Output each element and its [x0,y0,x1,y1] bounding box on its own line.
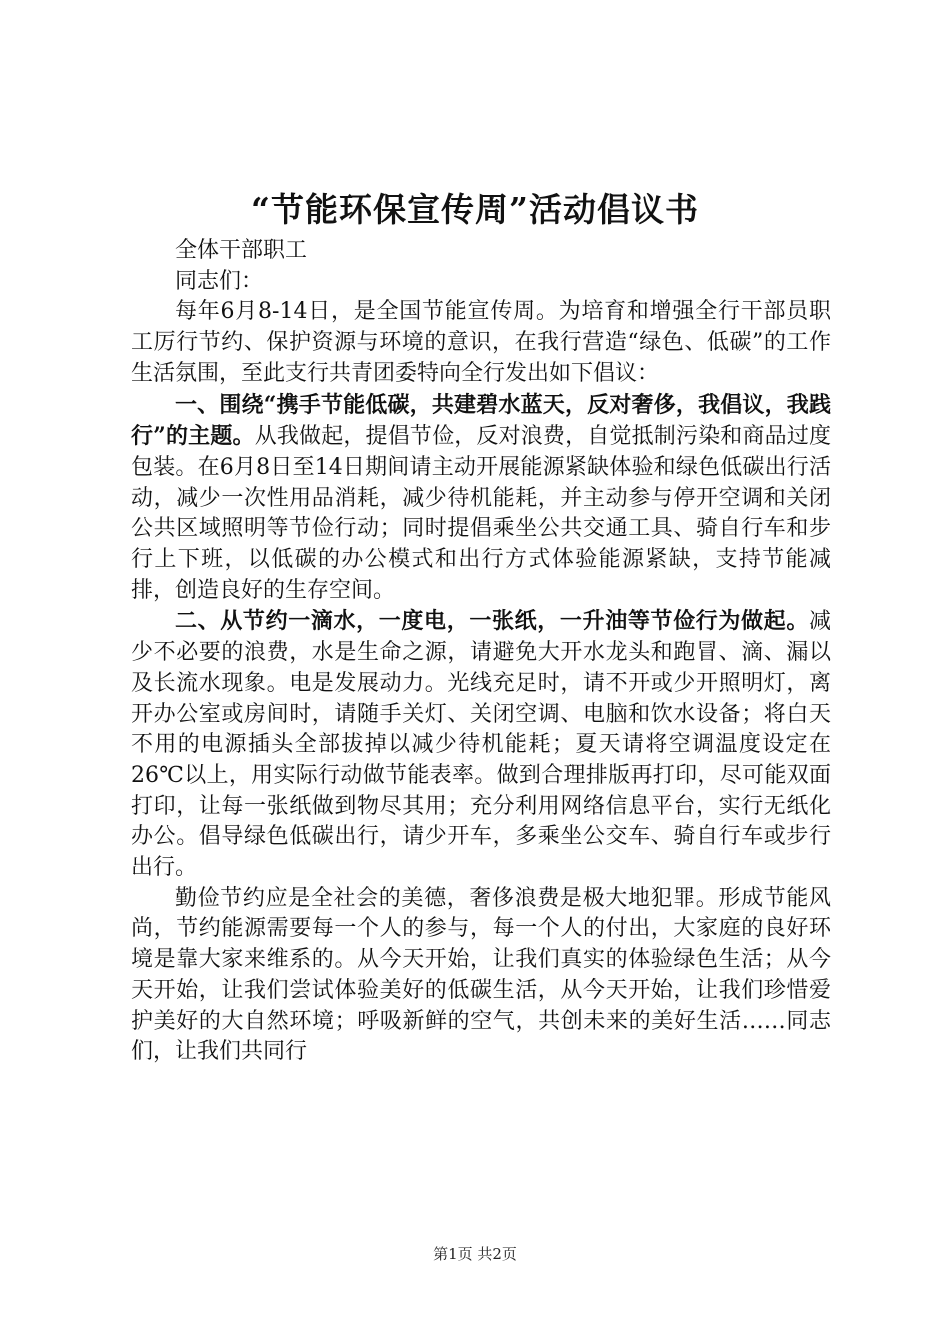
section-1-heading: 一、围绕“携手节能低碳，共建碧水蓝天，反对奢侈，我倡议，我践行”的主题。 [131,391,831,450]
intro-paragraph: 每年6月8-14日，是全国节能宣传周。为培育和增强全行干部员职工厉行节约、保护资源与环境的意识，在我行营造“绿色、低碳”的工作生活氛围，至此支行共青团委特向全行发出如下倡议： [131,299,831,386]
section-2-paragraph [131,606,831,883]
salutation-recipients: 全体干部职工 [175,238,308,263]
document-title: “节能环保宣传周”活动倡议书 [251,190,699,229]
document-body [131,236,831,1068]
salutation-greeting: 同志们： [175,268,264,294]
section-2-text: 减少不必要的浪费，水是生命之源，请避免大开水龙头和跑冒、滴、漏以及长流水现象。电是发展动力。光线充足时，请不开或少开照明灯，离开办公室或房间时，请随手关灯、关闭空调、电脑和饮水设备；将白天不用的电源插头全部拔掉以减少待机能耗；夏天请将空调温度设定在26℃以上，用实际行动做节能表率。做到合理排版再打印，尽可能双面打印，让每一张纸做到物尽其用；充分利用网络信息平台，实行无纸化办公。倡导绿色低碳出行，请少开车，多乘坐公交车、骑自行车或步行出行。 [131,609,831,881]
section-2-heading: 二、从节约一滴水，一度电，一张纸，一升油等节俭行为做起。 [175,608,809,635]
page-footer: 第1页 共2页 [433,1245,517,1263]
section-1-text: 从我做起，提倡节俭，反对浪费，自觉抵制污染和商品过度包装。在6月8日至14日期间请主动开展能源紧缺体验和绿色低碳出行活动，减少一次性用品消耗，减少待机能耗，并主动参与停开空调和关闭公共区域照明等节俭行动；同时提倡乘坐公共交通工具、骑自行车和步行上下班，以低碳的办公模式和出行方式体验能源紧缺，支持节能减排，创造良好的生存空间。 [131,424,831,603]
section-1-paragraph [131,390,831,607]
closing-paragraph: 勤俭节约应是全社会的美德，奢侈浪费是极大地犯罪。形成节能风尚，节约能源需要每一个人的参与，每一个人的付出，大家庭的良好环境是靠大家来维系的。从今天开始，让我们真实的体验绿色生活；从今天开始，让我们尝试体验美好的低碳生活，从今天开始，让我们珍惜爱护美好的大自然环境；呼吸新鲜的空气，共创未来的美好生活……同志们，让我们共同行 [131,885,831,1065]
